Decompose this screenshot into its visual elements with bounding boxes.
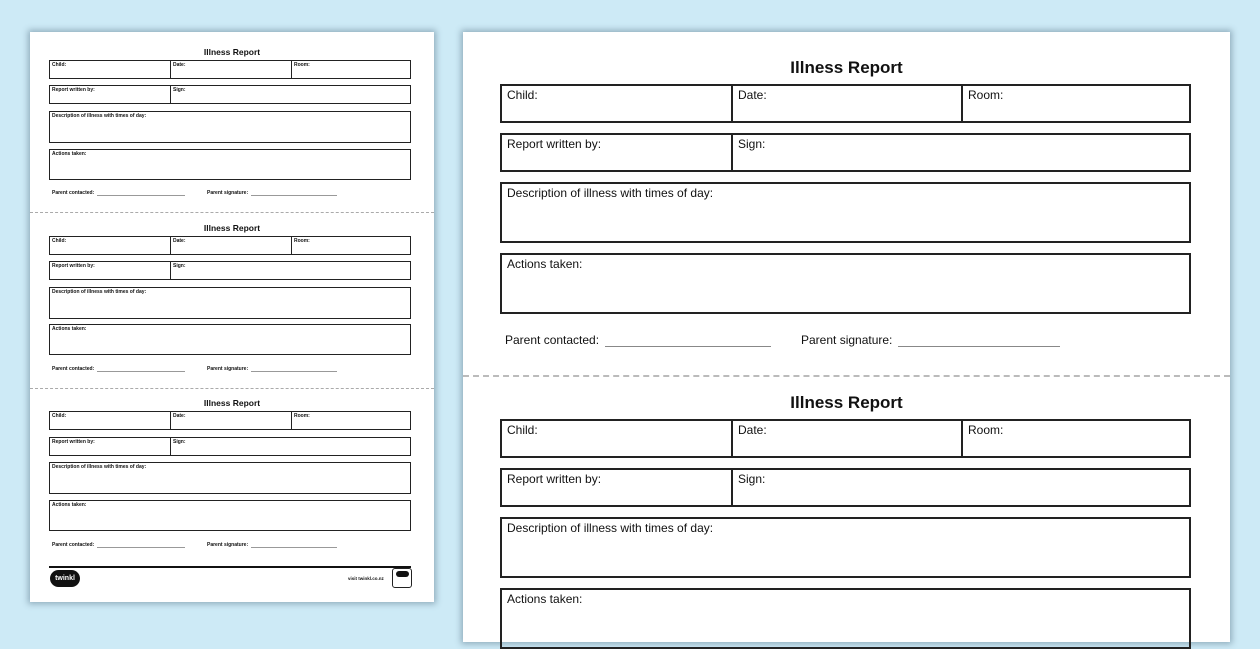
child-field[interactable]: Child:: [50, 412, 171, 429]
sign-field[interactable]: Sign:: [173, 87, 186, 93]
room-field[interactable]: Room:: [968, 423, 1004, 437]
actions-row: [500, 588, 1191, 649]
cut-line: [30, 212, 434, 213]
actions-row: [49, 500, 411, 531]
child-field[interactable]: Child:: [50, 61, 171, 78]
description-row: [49, 111, 411, 143]
room-field[interactable]: Room:: [294, 413, 310, 419]
sign-field[interactable]: Sign:: [738, 472, 766, 486]
parent-contacted-line[interactable]: [97, 371, 185, 372]
form-title: Illness Report: [790, 393, 903, 412]
written-by-field[interactable]: Report written by:: [502, 135, 733, 170]
room-field[interactable]: Room:: [968, 88, 1004, 102]
description-field[interactable]: Description of illness with times of day:: [52, 113, 147, 119]
written-by-field[interactable]: Report written by:: [50, 438, 171, 455]
child-date-room-row: [49, 236, 411, 255]
parent-signature-line[interactable]: [251, 195, 337, 196]
room-field[interactable]: Room:: [294, 238, 310, 244]
child-field[interactable]: Child:: [502, 86, 733, 121]
parent-signature-label: Parent signature:: [207, 190, 249, 196]
written-by-sign-row: [500, 133, 1191, 172]
parent-contacted-label: Parent contacted:: [52, 190, 95, 196]
large-page-preview: [463, 32, 1230, 642]
written-by-sign-row: [49, 261, 411, 280]
child-date-room-row: [49, 411, 411, 430]
parent-contacted-line[interactable]: [605, 336, 771, 347]
date-field[interactable]: Date:: [171, 237, 292, 254]
form-title: Illness Report: [203, 223, 261, 233]
twinkl-logo: twinkl: [50, 570, 80, 587]
sign-field[interactable]: Sign:: [173, 439, 186, 445]
written-by-sign-row: [49, 437, 411, 456]
parent-signature-line[interactable]: [898, 336, 1060, 347]
actions-field[interactable]: Actions taken:: [507, 257, 583, 271]
parent-signature-label: Parent signature:: [207, 366, 249, 372]
description-field[interactable]: Description of illness with times of day:: [507, 521, 714, 535]
room-field[interactable]: Room:: [294, 62, 310, 68]
description-field[interactable]: Description of illness with times of day:: [52, 289, 147, 295]
visit-link: visit twinkl.co.nz: [348, 576, 384, 581]
date-field[interactable]: Date:: [171, 412, 292, 429]
description-row: [49, 287, 411, 319]
child-date-room-row: [500, 419, 1191, 458]
date-field[interactable]: Date:: [733, 86, 963, 121]
parent-signature-line[interactable]: [251, 547, 337, 548]
written-by-field[interactable]: Report written by:: [502, 470, 733, 505]
description-row: [500, 182, 1191, 243]
parent-contacted-line[interactable]: [97, 547, 185, 548]
form-title: Illness Report: [790, 58, 903, 77]
written-by-sign-row: [500, 468, 1191, 507]
parent-contacted: [52, 190, 185, 196]
small-page-preview: [30, 32, 434, 602]
description-field[interactable]: Description of illness with times of day:: [507, 186, 714, 200]
child-field[interactable]: Child:: [50, 237, 171, 254]
actions-field[interactable]: Actions taken:: [52, 502, 87, 508]
parent-contacted: [505, 333, 771, 347]
form-title: Illness Report: [203, 47, 261, 57]
date-field[interactable]: Date:: [171, 61, 292, 78]
sign-field[interactable]: Sign:: [738, 137, 766, 151]
child-field[interactable]: Child:: [502, 421, 733, 456]
child-date-room-row: [500, 84, 1191, 123]
written-by-field[interactable]: Report written by:: [50, 262, 171, 279]
parent-signature: [207, 190, 337, 196]
actions-field[interactable]: Actions taken:: [507, 592, 583, 606]
actions-row: [500, 253, 1191, 314]
description-row: [49, 462, 411, 494]
written-by-sign-row: [49, 85, 411, 104]
parent-signature: [207, 366, 337, 372]
actions-field[interactable]: Actions taken:: [52, 326, 87, 332]
actions-field[interactable]: Actions taken:: [52, 151, 87, 157]
parent-signature-label: Parent signature:: [207, 542, 249, 548]
parent-contacted: [52, 542, 185, 548]
parent-signature-label: Parent signature:: [801, 333, 893, 347]
parent-contacted-label: Parent contacted:: [505, 333, 600, 347]
form-title: Illness Report: [203, 398, 261, 408]
cut-line: [463, 375, 1230, 377]
date-field[interactable]: Date:: [733, 421, 963, 456]
footer-rule: [49, 566, 411, 568]
parent-contacted-line[interactable]: [97, 195, 185, 196]
parent-signature-line[interactable]: [251, 371, 337, 372]
actions-row: [49, 324, 411, 355]
written-by-field[interactable]: Report written by:: [50, 86, 171, 103]
sign-field[interactable]: Sign:: [173, 263, 186, 269]
parent-signature: [801, 333, 1060, 347]
quality-badge-icon: [392, 568, 412, 588]
parent-contacted: [52, 366, 185, 372]
parent-contacted-label: Parent contacted:: [52, 366, 95, 372]
cut-line: [30, 388, 434, 389]
parent-contacted-label: Parent contacted:: [52, 542, 95, 548]
actions-row: [49, 149, 411, 180]
description-row: [500, 517, 1191, 578]
child-date-room-row: [49, 60, 411, 79]
parent-signature: [207, 542, 337, 548]
description-field[interactable]: Description of illness with times of day:: [52, 464, 147, 470]
